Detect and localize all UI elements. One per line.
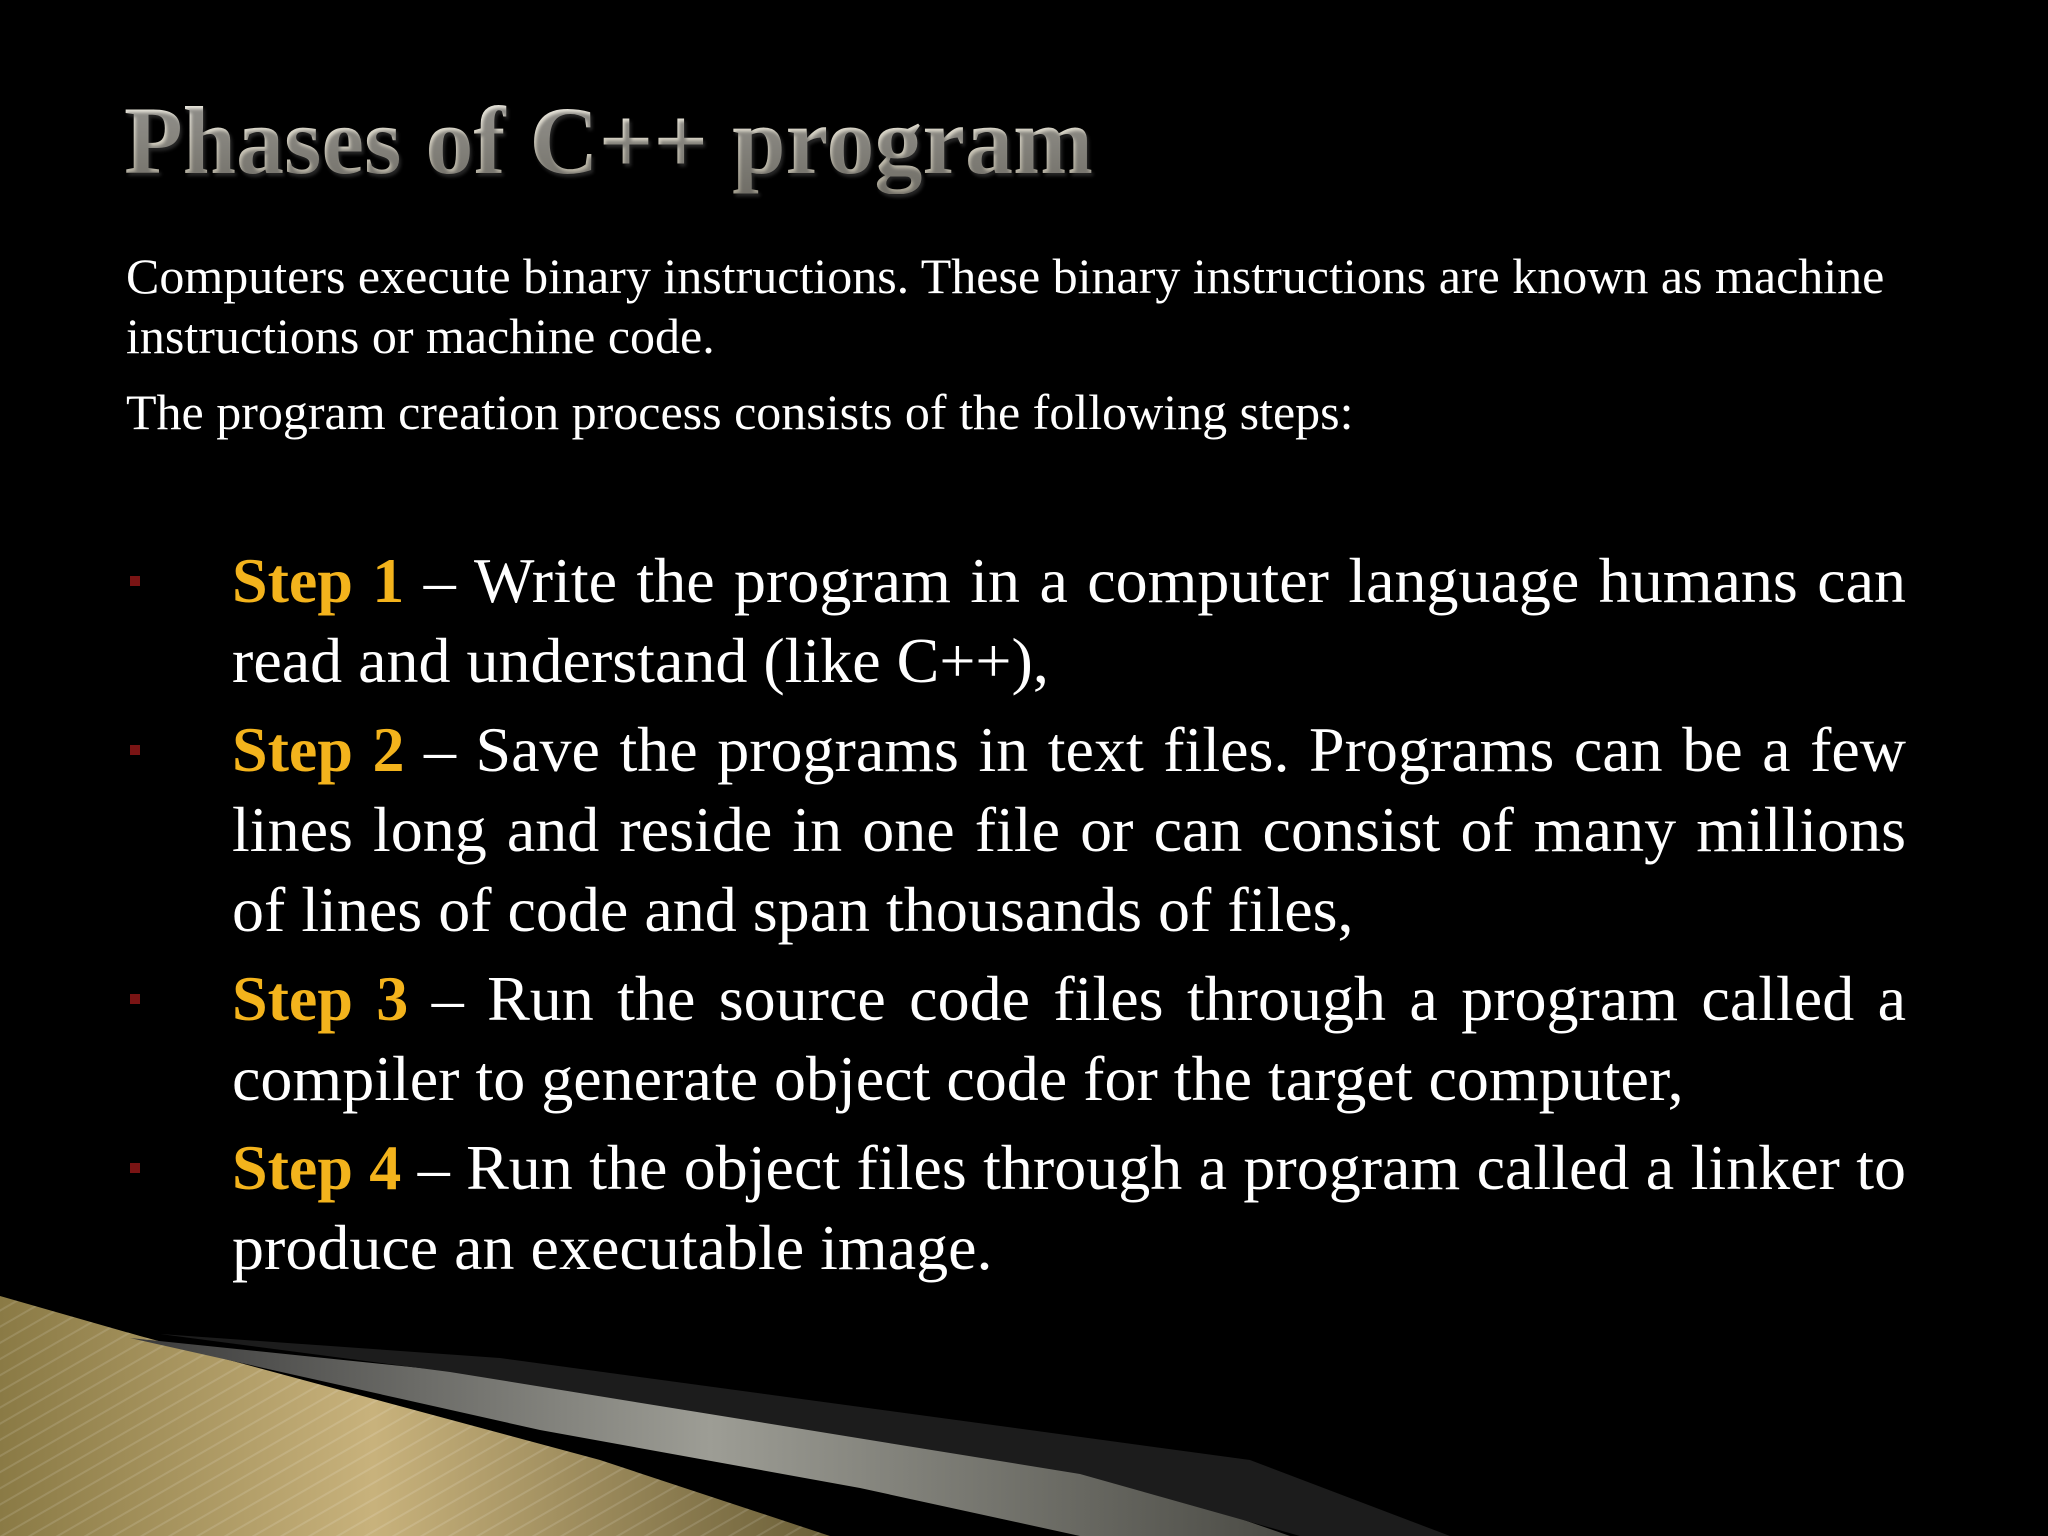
- list-item: [126, 710, 1906, 950]
- step-separator: –: [404, 714, 476, 785]
- step-separator: –: [408, 963, 488, 1034]
- step-text: Run the object files through a program called a linker to produce an executable image.: [232, 1132, 1907, 1283]
- step-separator: –: [401, 1132, 467, 1203]
- step-label: Step 1: [232, 545, 405, 616]
- step-label: Step 2: [232, 714, 405, 785]
- step-label: Step 3: [232, 963, 409, 1034]
- slide-title: Phases of C++ program: [124, 87, 1093, 194]
- intro-paragraph: The program creation process consists of the following steps:: [126, 384, 1354, 440]
- steps-list: [126, 541, 1906, 1297]
- step-text: Write the program in a computer language humans can read and understand (like C++),: [232, 545, 1907, 696]
- list-item: [126, 959, 1906, 1119]
- list-item: [126, 1128, 1906, 1288]
- square-bullet-icon: [130, 576, 140, 586]
- step-text: Save the programs in text files. Programs can be a few lines long and reside in one file or can consist of many millions of lines of code and span thousands of files,: [232, 714, 1907, 945]
- square-bullet-icon: [130, 994, 140, 1004]
- square-bullet-icon: [130, 1163, 140, 1173]
- square-bullet-icon: [130, 745, 140, 755]
- step-label: Step 4: [232, 1132, 402, 1203]
- intro-paragraph: Computers execute binary instructions. These binary instructions are known as machine instructions or machine code.: [126, 248, 1885, 364]
- step-text: Run the source code files through a program called a compiler to generate object code for the target computer,: [232, 963, 1906, 1114]
- step-separator: –: [404, 545, 474, 616]
- intro-text: [126, 246, 1926, 442]
- list-item: [126, 541, 1906, 701]
